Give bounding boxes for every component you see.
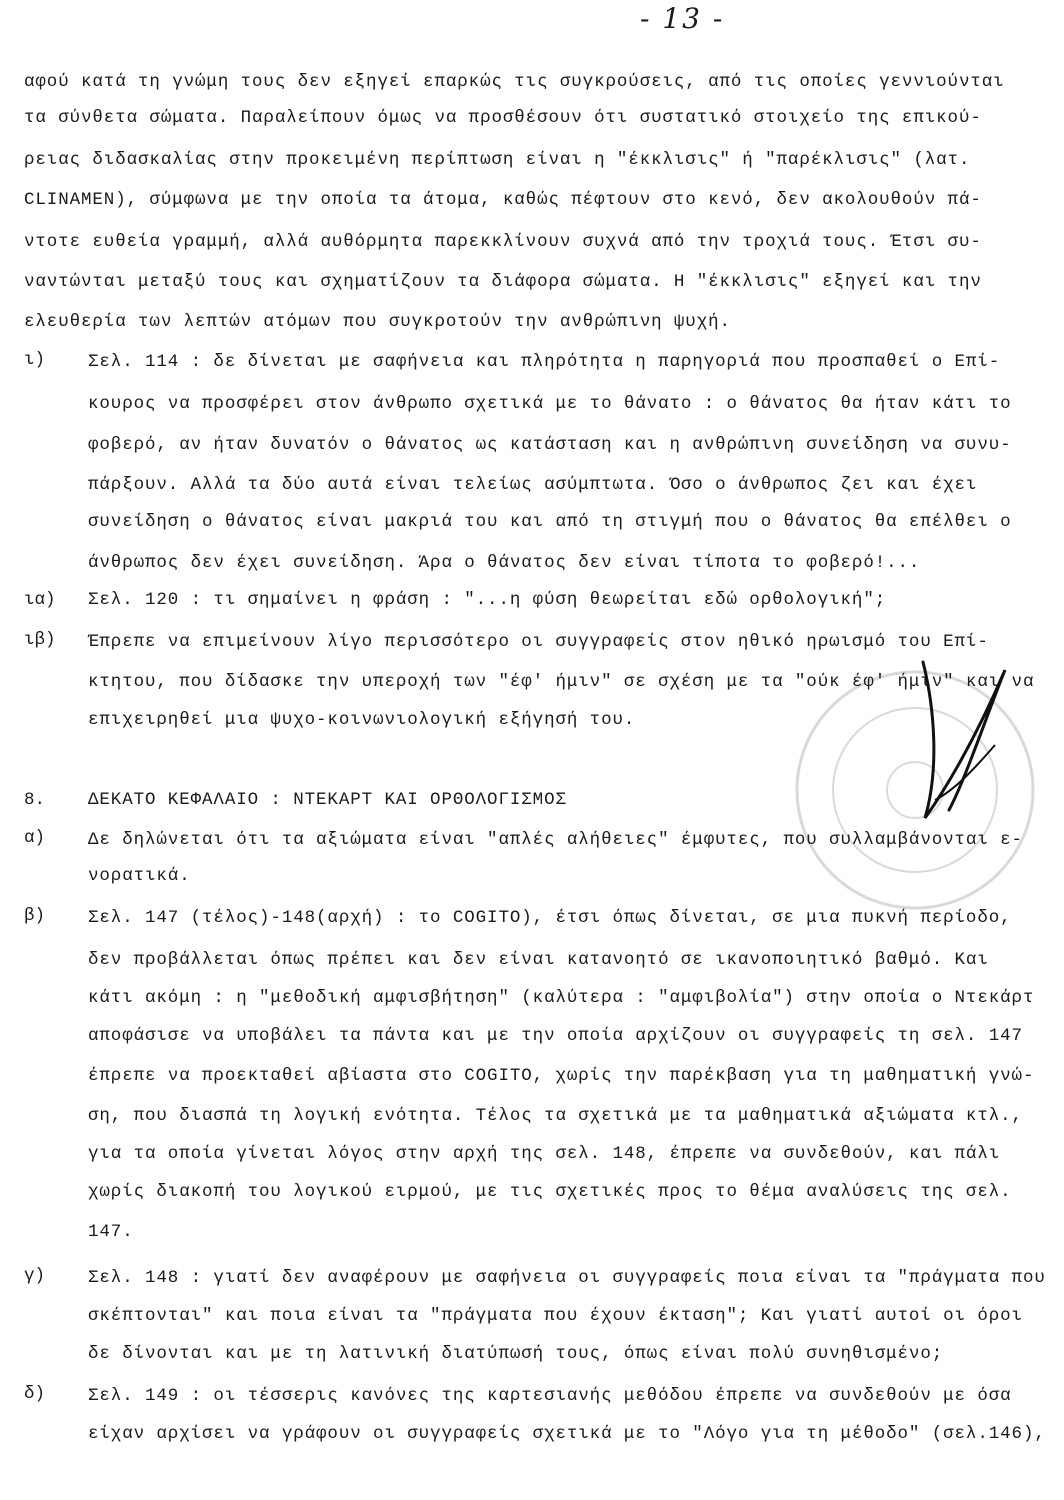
section-number: 8. xyxy=(24,790,46,810)
text-line: Σελ. 120 : τι σημαίνει η φράση : "...η φύση θεωρείται εδώ ορθολογική"; xyxy=(88,590,887,610)
list-marker: α) xyxy=(24,828,46,848)
text-line: συνείδηση ο θάνατος είναι μακριά του και από τη στιγμή που ο θάνατος θα επέλθει ο xyxy=(88,512,1012,532)
text-line: για τα οποία γίνεται λόγος στην αρχή της σελ. 148, έπρεπε να συνδεθούν, και πάλι xyxy=(88,1144,1001,1164)
text-line: επιχειρηθεί μια ψυχο-κοινωνιολογική εξήγησή του. xyxy=(88,710,636,730)
text-line: Έπρεπε να επιμείνουν λίγο περισσότερο οι συγγραφείς στον ηθικό ηρωισμό του Επί- xyxy=(88,632,989,652)
text-line: Σελ. 114 : δε δίνεται με σαφήνεια και πληρότητα η παρηγοριά που προσπαθεί ο Επί- xyxy=(88,352,1001,372)
text-line: ντοτε ευθεία γραμμή, αλλά αυθόρμητα παρεκκλίνουν συχνά από την τροχιά τους. Έτσι συ- xyxy=(24,232,982,252)
text-line: σκέπτονται" και ποια είναι τα "πράγματα που έχουν έκταση"; Και γιατί αυτοί οι όροι xyxy=(88,1306,1023,1326)
text-line: είχαν αρχίσει να γράφουν οι συγγραφείς σχετικά με το "Λόγο για τη μέθοδο" (σελ.146), xyxy=(88,1424,1046,1444)
page-number: - 13 - xyxy=(640,2,725,35)
section-heading: ΔΕΚΑΤΟ ΚΕΦΑΛΑΙΟ : ΝΤΕΚΑΡΤ ΚΑΙ ΟΡΘΟΛΟΓΙΣΜΟΣ xyxy=(88,790,567,810)
text-line: φοβερό, αν ήταν δυνατόν ο θάνατος ως κατάσταση και η ανθρώπινη συνείδηση να συνυ- xyxy=(88,435,1012,455)
list-marker: β) xyxy=(24,906,46,926)
text-line: 147. xyxy=(88,1222,134,1242)
list-marker: γ) xyxy=(24,1266,46,1286)
text-line: ναντώνται μεταξύ τους και σχηματίζουν τα διάφορα σώματα. Η "έκκλισις" εξηγεί και την xyxy=(24,272,982,292)
text-line: Σελ. 149 : οι τέσσερις κανόνες της καρτεσιανής μεθόδου έπρεπε να συνδεθούν με όσα xyxy=(88,1386,1012,1406)
text-line: χωρίς διακοπή του λογικού ειρμού, με τις σχετικές προς το θέμα αναλύσεις της σελ. xyxy=(88,1182,1012,1202)
list-marker: ι) xyxy=(24,350,46,370)
text-line: άνθρωπος δεν έχει συνείδηση. Άρα ο θάνατος δεν είναι τίποτα το φοβερό!... xyxy=(88,553,921,573)
text-line: δεν προβάλλεται όπως πρέπει και δεν είναι κατανοητό σε ικανοποιητικό βαθμό. Και xyxy=(88,950,989,970)
signature xyxy=(905,650,1015,830)
text-line: ελευθερία των λεπτών ατόμων που συγκροτούν την ανθρώπινη ψυχή. xyxy=(24,312,731,332)
text-line: κάτι ακόμη : η "μεθοδική αμφισβήτηση" (καλύτερα : "αμφιβολία") στην οποία ο Ντεκάρτ xyxy=(88,988,1035,1008)
text-line: πάρξουν. Αλλά τα δύο αυτά είναι τελείως ασύμπτωτα. Όσο ο άνθρωπος ζει και έχει xyxy=(88,475,978,495)
text-line: CLINAMEN), σύμφωνα με την οποία τα άτομα, καθώς πέφτουν στο κενό, δεν ακολουθούν πά- xyxy=(24,190,982,210)
text-line: Δε δηλώνεται ότι τα αξιώματα είναι "απλές αλήθειες" έμφυτες, που συλλαμβάνονται ε- xyxy=(88,830,1023,850)
text-line: αποφάσισε να υποβάλει τα πάντα και με την οποία αρχίζουν οι συγγραφείς τη σελ. 147 xyxy=(88,1026,1023,1046)
text-line: αφού κατά τη γνώμη τους δεν εξηγεί επαρκώς τις συγκρούσεις, από τις οποίες γεννιούνται xyxy=(24,72,1005,92)
text-line: κουρος να προσφέρει στον άνθρωπο σχετικά με το θάνατο : ο θάνατος θα ήταν κάτι το xyxy=(88,394,1012,414)
text-line: ση, που διασπά τη λογική ενότητα. Τέλος τα σχετικά με τα μαθηματικά αξιώματα κτλ., xyxy=(88,1106,1023,1126)
text-line: έπρεπε να προεκταθεί αβίαστα στο COGITO, χωρίς την παρέκβαση για τη μαθηματική γνώ- xyxy=(88,1066,1035,1086)
text-line: ρειας διδασκαλίας στην προκειμένη περίπτωση είναι η "έκκλισις" ή "παρέκλισις" (λατ. xyxy=(24,150,971,170)
text-line: δε δίνονται και με τη λατινική διατύπωσή τους, όπως είναι πολύ συνηθισμένο; xyxy=(88,1344,944,1364)
text-line: τα σύνθετα σώματα. Παραλείπουν όμως να προσθέσουν ότι συστατικό στοιχείο της επικού- xyxy=(24,108,982,128)
list-marker: δ) xyxy=(24,1384,46,1404)
list-marker: ια) xyxy=(24,590,56,610)
text-line: Σελ. 148 : γιατί δεν αναφέρουν με σαφήνεια οι συγγραφείς ποια είναι τα "πράγματα που xyxy=(88,1268,1046,1288)
text-line: Σελ. 147 (τέλος)-148(αρχή) : το COGITO), έτσι όπως δίνεται, σε μια πυκνή περίοδο, xyxy=(88,908,1012,928)
text-line: νορατικά. xyxy=(88,866,191,886)
list-marker: ιβ) xyxy=(24,630,56,650)
text-line: κτητου, που δίδασκε την υπεροχή των "έφ' ήμιν" σε σχέση με τα "ούκ έφ' ήμιν" και να xyxy=(88,672,1035,692)
